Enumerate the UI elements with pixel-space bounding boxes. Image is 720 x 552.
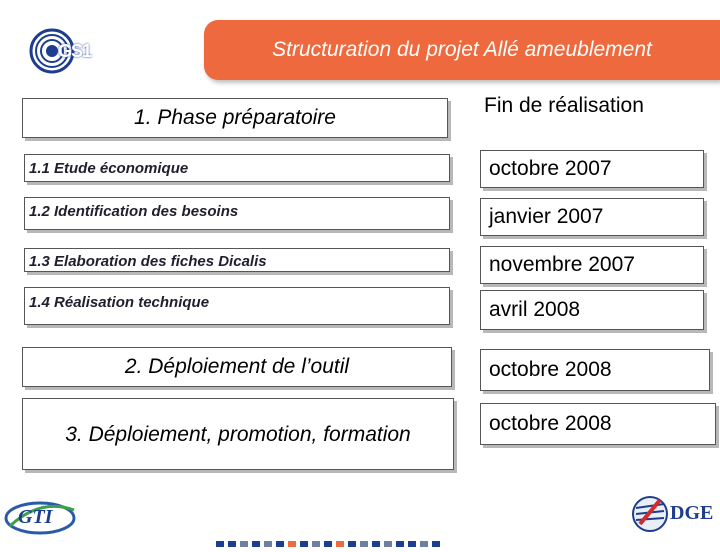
sub-item-1-1 — [24, 154, 450, 182]
date-value: octobre 2007 — [489, 157, 612, 180]
phase-1-label: 1. Phase préparatoire — [134, 106, 336, 129]
gti-logo-text: GTI — [18, 506, 53, 528]
date-value: avril 2008 — [489, 298, 581, 321]
gti-logo — [4, 496, 80, 538]
page-title: Structuration du projet Allé ameublement — [272, 38, 652, 61]
date-1-4 — [480, 290, 704, 330]
date-value: novembre 2007 — [489, 253, 635, 276]
sub-item-1-2 — [24, 197, 450, 230]
sub-item-label: 1.4 Réalisation technique — [29, 294, 210, 311]
phase-3-header — [22, 398, 454, 470]
date-1-3 — [480, 246, 704, 284]
footer-decorative-strip — [216, 534, 446, 540]
sub-item-label: 1.2 Identification des besoins — [29, 203, 239, 220]
phase-1-header — [22, 98, 448, 138]
dge-logo — [630, 494, 718, 538]
phase-2-header — [22, 347, 452, 387]
sub-item-1-3 — [24, 248, 450, 272]
sub-item-1-4 — [24, 287, 450, 325]
date-phase-2 — [480, 349, 710, 391]
date-value: janvier 2007 — [489, 205, 604, 228]
sub-item-label: 1.3 Elaboration des fiches Dicalis — [29, 253, 267, 270]
phase-2-label: 2. Déploiement de l’outil — [124, 355, 350, 378]
sub-item-label: 1.1 Etude économique — [29, 160, 189, 177]
gs1-logo — [28, 26, 98, 76]
date-1-2 — [480, 198, 704, 236]
gs1-logo-text: GS1 — [58, 41, 92, 61]
date-phase-3 — [480, 403, 716, 445]
column-header-fin-de-realisation: Fin de réalisation — [484, 94, 644, 117]
date-value: octobre 2008 — [489, 412, 612, 435]
phase-3-label: 3. Déploiement, promotion, formation — [65, 422, 411, 446]
date-1-1 — [480, 150, 704, 188]
date-value: octobre 2008 — [489, 358, 612, 381]
dge-logo-text: DGE — [670, 502, 714, 524]
